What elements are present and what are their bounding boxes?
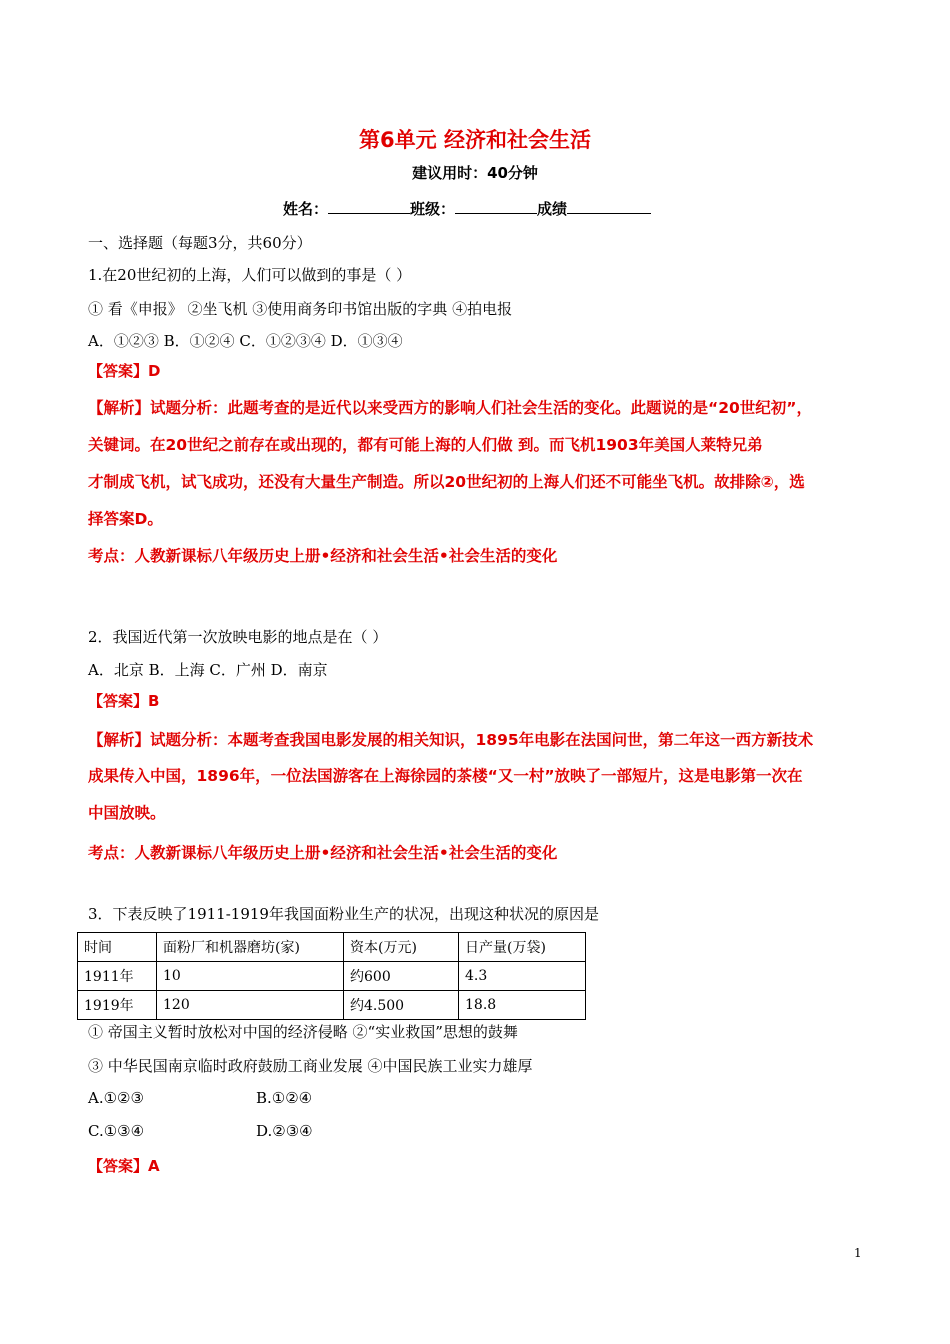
q1-analysis-line: 【解析】试题分析：此题考查的是近代以来受西方的影响人们社会生活的变化。此题说的是“20世纪初”， <box>88 399 812 417</box>
q2-answer: 【答案】B <box>88 692 160 710</box>
q2-analysis-line: 成果传入中国，1896年，一位法国游客在上海徐园的茶楼“又一村”放映了一部短片，这是电影第一次在 <box>88 767 803 785</box>
q1-options: A．①②③ B．①②④ C．①②③④ D．①③④ <box>88 332 403 350</box>
q1-point: 考点：人教新课标八年级历史上册•经济和社会生活•社会生活的变化 <box>88 547 558 565</box>
q3-stem: 3．下表反映了1911-1919年我国面粉业生产的状况，出现这种状况的原因是 <box>88 905 599 923</box>
page-number: 1 <box>854 1246 862 1260</box>
table-cell: 18.8 <box>459 991 586 1020</box>
class-blank[interactable] <box>455 197 537 214</box>
q1-analysis-line: 关键词。在20世纪之前存在或出现的，都有可能上海的人们做 到。而飞机1903年美国人莱特兄弟 <box>88 436 763 454</box>
table-cell: 1911年 <box>78 962 157 991</box>
q3-option-a: A.①②③ <box>88 1089 144 1107</box>
table-header-cell: 日产量(万袋) <box>459 933 586 962</box>
student-info-bar <box>283 197 651 219</box>
q1-items: ① 看《申报》 ②坐飞机 ③使用商务印书馆出版的字典 ④拍电报 <box>88 300 513 318</box>
q3-items-line: ③ 中华民国南京临时政府鼓励工商业发展 ④中国民族工业实力雄厚 <box>88 1057 533 1075</box>
q3-items-line: ① 帝国主义暂时放松对中国的经济侵略 ②“实业救国”思想的鼓舞 <box>88 1023 518 1041</box>
q1-stem: 1.在20世纪初的上海，人们可以做到的事是（ ） <box>88 266 412 284</box>
q1-analysis-line: 择答案D。 <box>88 510 163 528</box>
table-header-cell: 资本(万元) <box>344 933 459 962</box>
table-header-row <box>78 933 586 962</box>
table-header-cell: 面粉厂和机器磨坊(家) <box>157 933 344 962</box>
name-blank[interactable] <box>328 197 410 214</box>
section-heading: 一、选择题（每题3分，共60分） <box>88 234 312 252</box>
table-cell: 4.3 <box>459 962 586 991</box>
table-cell: 120 <box>157 991 344 1020</box>
score-label: 成绩 <box>537 200 568 218</box>
table-cell: 约600 <box>344 962 459 991</box>
q2-point: 考点：人教新课标八年级历史上册•经济和社会生活•社会生活的变化 <box>88 844 558 862</box>
q1-analysis-line: 才制成飞机，试飞成功，还没有大量生产制造。所以20世纪初的上海人们还不可能坐飞机。故排除②，选 <box>88 473 805 491</box>
table-header-cell: 时间 <box>78 933 157 962</box>
table-row <box>78 991 586 1020</box>
q2-stem: 2．我国近代第一次放映电影的地点是在（ ） <box>88 628 388 646</box>
suggested-time: 建议用时：40分钟 <box>412 164 538 182</box>
q3-option-d: D.②③④ <box>256 1122 313 1140</box>
q2-options: A．北京 B．上海 C．广州 D．南京 <box>88 661 328 679</box>
table-cell: 1919年 <box>78 991 157 1020</box>
q1-answer: 【答案】D <box>88 362 161 380</box>
q3-answer: 【答案】A <box>88 1157 160 1175</box>
q3-option-b: B.①②④ <box>256 1089 313 1107</box>
q3-option-c: C.①③④ <box>88 1122 145 1140</box>
table-cell: 10 <box>157 962 344 991</box>
class-label: 班级： <box>410 200 456 218</box>
q2-analysis-line: 中国放映。 <box>88 804 166 822</box>
table-cell: 约4.500 <box>344 991 459 1020</box>
unit-title: 第6单元 经济和社会生活 <box>359 128 591 152</box>
score-blank[interactable] <box>567 197 651 214</box>
flour-industry-table <box>77 932 586 1020</box>
table-row <box>78 962 586 991</box>
name-label: 姓名： <box>283 200 329 218</box>
q2-analysis-line: 【解析】试题分析：本题考查我国电影发展的相关知识，1895年电影在法国问世，第二年这一西方新技术 <box>88 731 814 749</box>
